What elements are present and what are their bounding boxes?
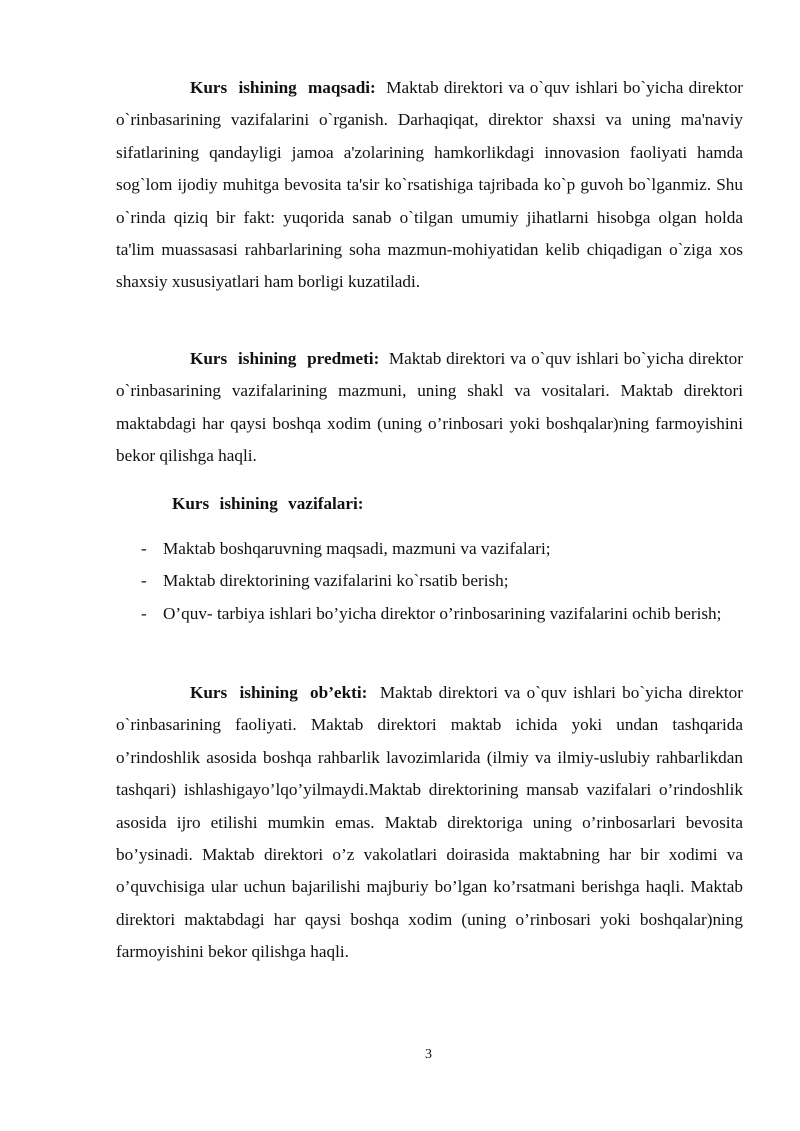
maqsadi-title: Kurs ishining maqsadi: <box>190 78 376 97</box>
bullet-dash: - <box>141 603 147 623</box>
obekti-paragraph <box>116 677 743 969</box>
bullet-dash: - <box>141 571 147 591</box>
obekti-text: Maktab direktori va o`quv ishlari bo`yicha direktor o`rinbasarining faoliyati. Maktab direktori maktab ichida yoki undan tashqarida o’rindoshlik asosida boshqa rahbarlik lavozimlarida (ilmiy va ilmiy-uslubiy rahbarlikdan tashqari) ishlashigayo’lqo’yilmaydi.Maktab direktorining mansab vazifalari o’rindoshlik asosida ijro etilishi mumkin emas. Maktab direktoriga uning o’rinbosarlari bevosita bo’ysinadi. Maktab direktori o’z vakolatlari doirasida maktabning har bir xodimi va o’quvchisiga ular uchun bajarilishi majburiy bo’lgan ko’rsatmani berishga haqli. Maktab direktori maktabdagi har qaysi boshqa xodim (uning o’rinbosari yoki boshqalar)ning farmoyishini bekor qilishga haqli. <box>116 683 743 962</box>
list-item: - Maktab direktorining vazifalarini ko`rsatib berish; <box>116 565 743 597</box>
maqsadi-paragraph <box>116 72 743 299</box>
vazifalari-list <box>116 533 743 630</box>
maqsadi-text: Maktab direktori va o`quv ishlari bo`yicha direktor o`rinbasarining vazifalarini o`rganish. Darhaqiqat, direktor shaxsi va uning ma'naviy sifatlarining qandayligi jamoa a'zolarining hamkorlikdagi innovasion faoliyati hamda sog`lom ijodiy muhitga bevosita ta'sir ko`rsatishiga tajribada ko`p guvoh bo`lganmiz. Shu o`rinda qiziq bir fakt: yuqorida sanab o`tilgan umumiy jihatlarni hisobga olgan holda ta'lim muassasasi rahbarlarining soha mazmun-mohiyatidan kelib chiqadigan o`ziga xos shaxsiy xususiyatlari ham borligi kuzatiladi. <box>116 78 744 292</box>
predmeti-title: Kurs ishining predmeti: <box>190 349 380 368</box>
predmeti-paragraph <box>116 343 743 473</box>
list-item: - O’quv- tarbiya ishlari bo’yicha direktor o’rinbosarining vazifalarini ochib berish; <box>116 598 743 630</box>
page-number: 3 <box>425 1047 432 1062</box>
predmeti-text: Maktab direktori va o`quv ishlari bo`yicha direktor o`rinbasarining vazifalarining mazmuni, uning shakl va vositalari. Maktab direktori maktabdagi har qaysi boshqa xodim (uning o’rinbosari yoki boshqalar)ning farmoyishini bekor qilishga haqli. <box>116 349 743 466</box>
vazifalari-title: Kurs ishining vazifalari: <box>172 494 364 513</box>
bullet-dash: - <box>141 539 147 558</box>
list-item: - Maktab boshqaruvning maqsadi, mazmuni va vazifalari; <box>116 533 743 565</box>
obekti-title: Kurs ishining ob’ekti: <box>190 683 368 702</box>
